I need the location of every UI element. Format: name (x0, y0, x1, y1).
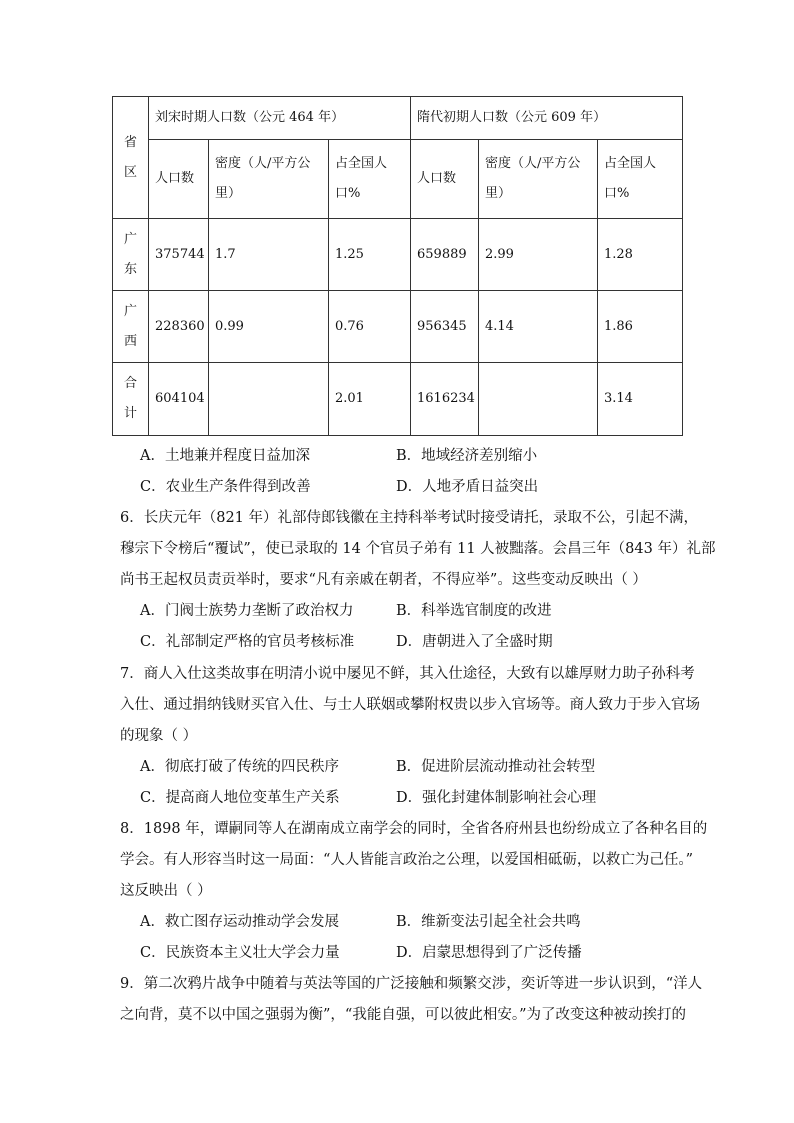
q5-option-a: A．土地兼并程度日益加深 (140, 448, 310, 464)
row-name: 广东 (113, 219, 149, 291)
header-liusong: 刘宋时期人口数（公元 464 年） (149, 97, 411, 140)
table-cell: 2.01 (329, 363, 411, 436)
table-cell (479, 363, 598, 436)
table-cell: 1616234 (411, 363, 479, 436)
q6-option-b: B．科举选官制度的改进 (396, 603, 552, 619)
q7-option-b: B．促进阶层流动推动社会转型 (396, 759, 596, 775)
table-cell: 1.7 (209, 219, 329, 291)
q6-stem-line: 6．长庆元年（821 年）礼部侍郎钱徽在主持科举考试时接受请托，录取不公，引起不满， (120, 510, 699, 526)
table-cell: 2.99 (479, 219, 598, 291)
subheader-density: 密度（人/平方公里） (479, 140, 598, 219)
q7-option-d: D．强化封建体制影响社会心理 (396, 790, 597, 806)
table-cell: 1.28 (598, 219, 683, 291)
table-cell: 1.25 (329, 219, 411, 291)
q8-option-b: B．维新变法引起全社会共鸣 (396, 914, 581, 930)
q6-stem-line: 穆宗下令榜后“覆试”，使已录取的 14 个官员子弟有 11 人被黜落。会昌三年（843 年）礼部 (120, 541, 716, 557)
q7-stem-line: 7．商人入仕这类故事在明清小说中屡见不鲜，其入仕途径，大致有以雄厚财力助子孙科考 (120, 666, 695, 682)
table-cell: 4.14 (479, 291, 598, 363)
q5-option-c: C．农业生产条件得到改善 (140, 479, 311, 495)
population-table (112, 96, 683, 436)
q6-option-a: A．门阀士族势力垄断了政治权力 (140, 603, 354, 619)
q6-option-c: C．礼部制定严格的官员考核标准 (140, 634, 355, 650)
table-cell: 375744 (149, 219, 209, 291)
table-cell: 604104 (149, 363, 209, 436)
q7-stem-line: 的现象（ ） (120, 728, 198, 744)
q9-stem-line: 之向背，莫不以中国之强弱为衡”，“我能自强，可以彼此相安。”为了改变这种被动挨打的 (120, 1007, 686, 1023)
table-cell: 0.99 (209, 291, 329, 363)
row-name: 广西 (113, 291, 149, 363)
q8-option-a: A．救亡图存运动推动学会发展 (140, 914, 339, 930)
row-name: 合计 (113, 363, 149, 436)
q7-stem-line: 入仕、通过捐纳钱财买官入仕、与士人联姻或攀附权贵以步入官场等。商人致力于步入官场 (120, 697, 700, 713)
table-cell: 1.86 (598, 291, 683, 363)
q9-stem-line: 9．第二次鸦片战争中随着与英法等国的广泛接触和频繁交涉，奕䜣等进一步认识到，“洋人 (120, 976, 703, 992)
table-cell: 659889 (411, 219, 479, 291)
q6-option-d: D．唐朝进入了全盛时期 (396, 634, 553, 650)
subheader-population: 人口数 (411, 140, 479, 219)
q7-option-a: A．彻底打破了传统的四民秩序 (140, 759, 339, 775)
table-cell (209, 363, 329, 436)
q8-stem-line: 这反映出（ ） (120, 883, 212, 899)
q8-stem-line: 学会。有人形容当时这一局面：“人人皆能言政治之公理，以爱国相砥砺，以救亡为己任。” (120, 852, 694, 868)
q8-stem-line: 8．1898 年，谭嗣同等人在湖南成立南学会的同时，全省各府州县也纷纷成立了各种名目的 (120, 821, 708, 837)
table-row (113, 363, 683, 436)
q5-option-d: D．人地矛盾日益突出 (396, 479, 539, 495)
subheader-share: 占全国人口% (598, 140, 683, 219)
table-cell: 0.76 (329, 291, 411, 363)
subheader-density: 密度（人/平方公里） (209, 140, 329, 219)
subheader-population: 人口数 (149, 140, 209, 219)
q5-option-b: B．地域经济差别缩小 (396, 448, 538, 464)
table-row (113, 219, 683, 291)
q6-stem-line: 尚书王起权员责贡举时，要求“凡有亲戚在朝者，不得应举”。这些变动反映出（ ） (120, 572, 647, 588)
q7-option-c: C．提高商人地位变革生产关系 (140, 790, 340, 806)
table-row (113, 291, 683, 363)
header-sui: 隋代初期人口数（公元 609 年） (411, 97, 683, 140)
subheader-share: 占全国人口% (329, 140, 411, 219)
q8-option-c: C．民族资本主义壮大学会力量 (140, 945, 340, 961)
header-province: 省区 (113, 97, 149, 219)
table-cell: 228360 (149, 291, 209, 363)
table-cell: 956345 (411, 291, 479, 363)
q8-option-d: D．启蒙思想得到了广泛传播 (396, 945, 582, 961)
table-cell: 3.14 (598, 363, 683, 436)
